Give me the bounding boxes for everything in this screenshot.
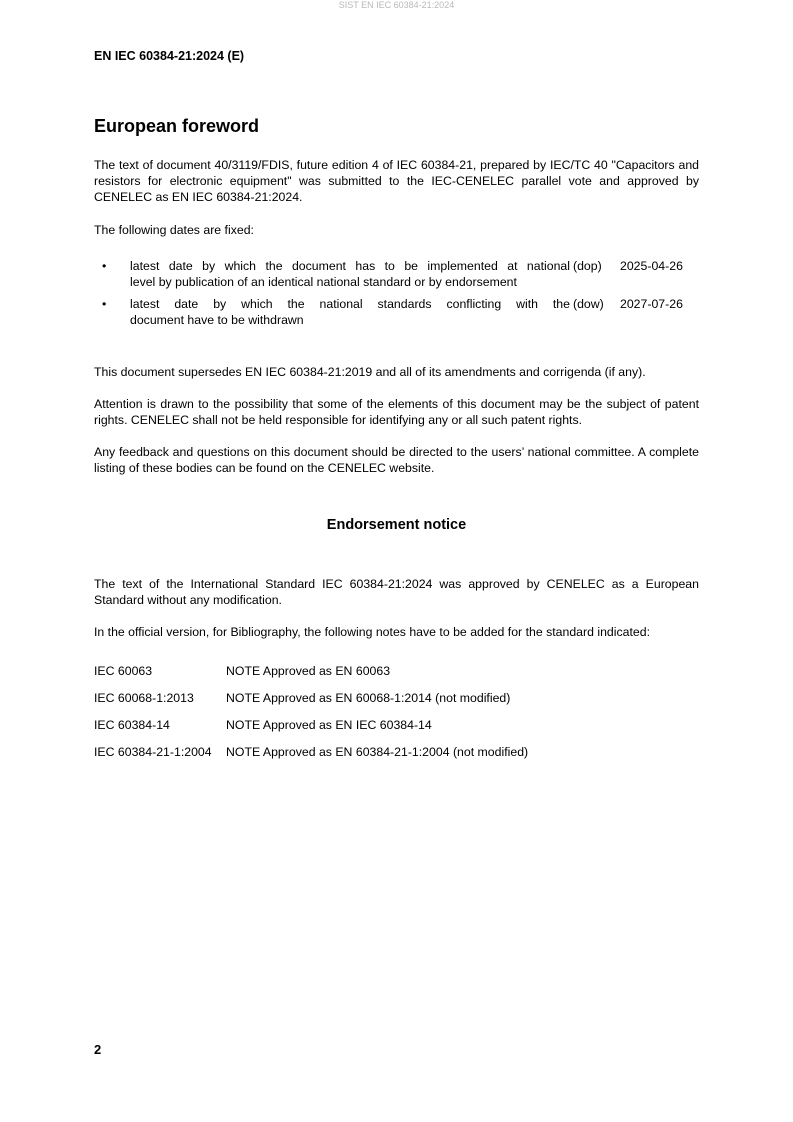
page-number: 2 xyxy=(94,1042,102,1057)
list-item-text: level by publication of an identical national standard or by endorsement xyxy=(130,275,517,289)
date-code: (dop) xyxy=(573,259,602,273)
endorsement-approval: The text of the International Standard IEC 60384-21:2024 was approved by CENELEC as a European Standard without any modification. xyxy=(94,577,699,607)
feedback-paragraph: Any feedback and questions on this document should be directed to the users’ national committee. A complete listing of these bodies can be found on the CENELEC website. xyxy=(94,445,699,475)
standard-reference: IEC 60384-21-1:2004 xyxy=(94,745,212,759)
patent-paragraph: Attention is drawn to the possibility that some of the elements of this document may be the subject of patent rights. CENELEC shall not be held responsible for identifying any or all such patent rights. xyxy=(94,397,699,427)
bullet-icon: • xyxy=(102,259,107,273)
note-text: NOTE Approved as EN IEC 60384-14 xyxy=(226,718,432,732)
bibliography-intro: In the official version, for Bibliography, the following notes have to be added for the standard indicated: xyxy=(94,625,650,639)
note-text: NOTE Approved as EN 60384-21-1:2004 (not modified) xyxy=(226,745,529,759)
list-item xyxy=(94,296,699,328)
date-value: 2027-07-26 xyxy=(620,297,683,311)
standard-reference: IEC 60068-1:2013 xyxy=(94,691,194,705)
foreword-title: European foreword xyxy=(94,116,260,136)
supersedes-paragraph: This document supersedes EN IEC 60384-21:2019 and all of its amendments and corrigenda (if any). xyxy=(94,365,646,379)
date-value: 2025-04-26 xyxy=(620,259,683,273)
dates-intro: The following dates are fixed: xyxy=(94,223,254,237)
note-text: NOTE Approved as EN 60063 xyxy=(226,664,391,678)
bullet-icon: • xyxy=(102,297,107,311)
endorsement-title: Endorsement notice xyxy=(326,517,467,533)
watermark: SIST EN IEC 60384-21:2024 xyxy=(338,0,455,10)
standard-reference: IEC 60384-14 xyxy=(94,718,170,732)
list-item xyxy=(94,258,699,290)
document-reference: EN IEC 60384-21:2024 (E) xyxy=(94,49,245,63)
foreword-intro: The text of document 40/3119/FDIS, future edition 4 of IEC 60384-21, prepared by IEC/TC 40 "Capacitors and resistors for electronic equipment" was submitted to the IEC-CENELEC parallel vote and approved by CENELEC as EN IEC 60384-21:2024. xyxy=(94,158,699,204)
date-code: (dow) xyxy=(573,297,604,311)
list-item-text: latest date by which the document has to be implemented at national xyxy=(130,259,570,273)
standard-reference: IEC 60063 xyxy=(94,664,153,678)
list-item-text: latest date by which the national standards conflicting with the xyxy=(130,297,570,311)
list-item-text: document have to be withdrawn xyxy=(130,313,304,327)
note-text: NOTE Approved as EN 60068-1:2014 (not modified) xyxy=(226,691,511,705)
